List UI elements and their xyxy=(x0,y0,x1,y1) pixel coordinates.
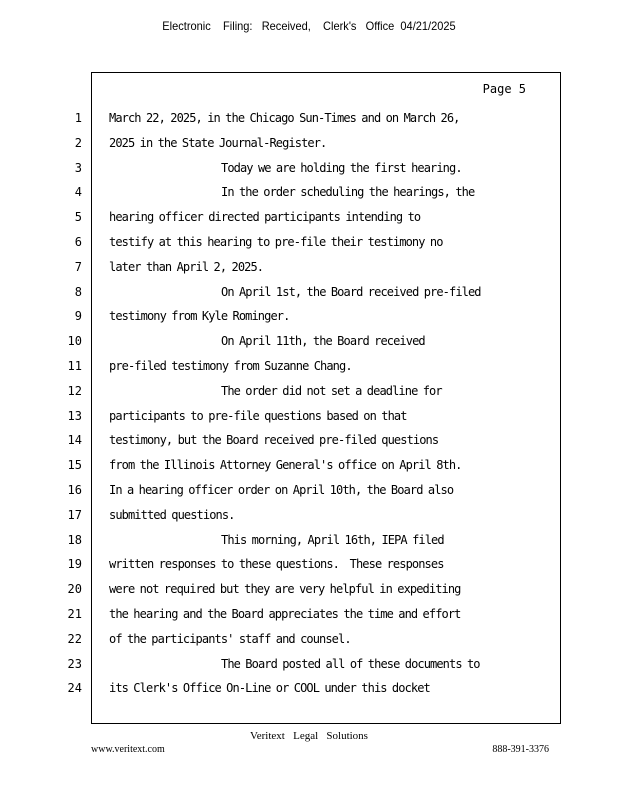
line-text: In the order scheduling the hearings, the xyxy=(221,185,475,200)
line-number: 12 xyxy=(67,383,82,398)
line-text: submitted questions. xyxy=(109,507,235,522)
transcript-line xyxy=(0,533,618,553)
line-text: written responses to these questions. These responses xyxy=(109,557,444,572)
transcript-line xyxy=(0,384,618,404)
line-number: 11 xyxy=(67,359,82,373)
line-number: 10 xyxy=(67,334,82,349)
line-text: participants to pre-file questions based on that xyxy=(109,408,407,423)
line-text: The order did not set a deadline for xyxy=(221,383,442,398)
line-text: The Board posted all of these documents to xyxy=(221,656,480,671)
transcript-line xyxy=(0,334,618,354)
footer-website: www.veritext.com xyxy=(91,744,165,755)
transcript-line xyxy=(0,235,618,255)
line-number: 6 xyxy=(74,235,82,249)
line-number: 8 xyxy=(74,284,82,299)
transcript-line xyxy=(0,632,618,652)
line-number: 18 xyxy=(67,532,82,547)
line-text: In a hearing officer order on April 10th, the Board also xyxy=(109,483,454,497)
line-number: 5 xyxy=(74,210,82,225)
line-text: of the participants' staff and counsel. xyxy=(109,631,351,646)
line-text: later than April 2, 2025. xyxy=(109,259,264,274)
line-number: 1 xyxy=(74,111,82,125)
transcript-line xyxy=(0,582,618,602)
line-number: 23 xyxy=(67,656,82,671)
line-number: 24 xyxy=(67,681,82,696)
line-number: 21 xyxy=(67,607,82,621)
footer-company: Veritext Legal Solutions xyxy=(250,730,368,742)
line-text: the hearing and the Board appreciates the time and effort xyxy=(109,607,461,621)
line-number: 13 xyxy=(67,408,82,423)
line-text: its Clerk's Office On-Line or COOL under this docket xyxy=(109,681,430,696)
line-number: 4 xyxy=(74,185,82,200)
line-number: 3 xyxy=(74,160,82,175)
transcript-line xyxy=(0,508,618,528)
footer-phone: 888-391-3376 xyxy=(492,744,549,755)
line-number: 17 xyxy=(67,507,82,522)
line-text: testimony from Kyle Rominger. xyxy=(109,309,290,324)
line-number: 22 xyxy=(67,631,82,646)
line-text: 2025 in the State Journal-Register. xyxy=(109,135,327,150)
transcript-line xyxy=(0,111,618,131)
transcript-line xyxy=(0,309,618,329)
line-number: 7 xyxy=(74,259,82,274)
line-text: testimony, but the Board received pre-filed questions xyxy=(109,433,439,448)
transcript-line xyxy=(0,185,618,205)
line-number: 15 xyxy=(67,458,82,473)
filing-stamp: Electronic Filing: Received, Clerk's Office 04/21/2025 xyxy=(162,19,456,33)
line-number: 19 xyxy=(67,557,82,572)
line-text: On April 11th, the Board received xyxy=(221,334,425,349)
line-text: pre-filed testimony from Suzanne Chang. xyxy=(109,359,352,373)
transcript-line xyxy=(0,657,618,677)
page-number: Page 5 xyxy=(482,82,526,96)
transcript-line xyxy=(0,161,618,181)
transcript-line xyxy=(0,409,618,429)
transcript-line xyxy=(0,359,618,379)
line-text: from the Illinois Attorney General's office on April 8th. xyxy=(109,458,462,473)
transcript-line xyxy=(0,136,618,156)
transcript-line xyxy=(0,210,618,230)
transcript-line xyxy=(0,458,618,478)
line-number: 9 xyxy=(74,309,82,324)
transcript-line xyxy=(0,681,618,701)
line-number: 2 xyxy=(74,135,82,150)
line-text: hearing officer directed participants intending to xyxy=(109,210,421,225)
transcript-line xyxy=(0,557,618,577)
transcript-line xyxy=(0,433,618,453)
line-number: 14 xyxy=(67,433,82,448)
line-text: were not required but they are very helpful in expediting xyxy=(109,582,461,597)
transcript-line xyxy=(0,260,618,280)
line-text: This morning, April 16th, IEPA filed xyxy=(221,532,444,547)
line-text: testify at this hearing to pre-file their testimony no xyxy=(109,235,443,249)
line-text: On April 1st, the Board received pre-filed xyxy=(221,284,481,299)
transcript-line xyxy=(0,483,618,503)
transcript-line xyxy=(0,285,618,305)
line-text: Today we are holding the first hearing. xyxy=(221,160,462,175)
line-number: 20 xyxy=(67,582,82,597)
line-text: March 22, 2025, in the Chicago Sun-Times and on March 26, xyxy=(109,111,460,125)
transcript-line xyxy=(0,607,618,627)
line-number: 16 xyxy=(67,483,82,497)
